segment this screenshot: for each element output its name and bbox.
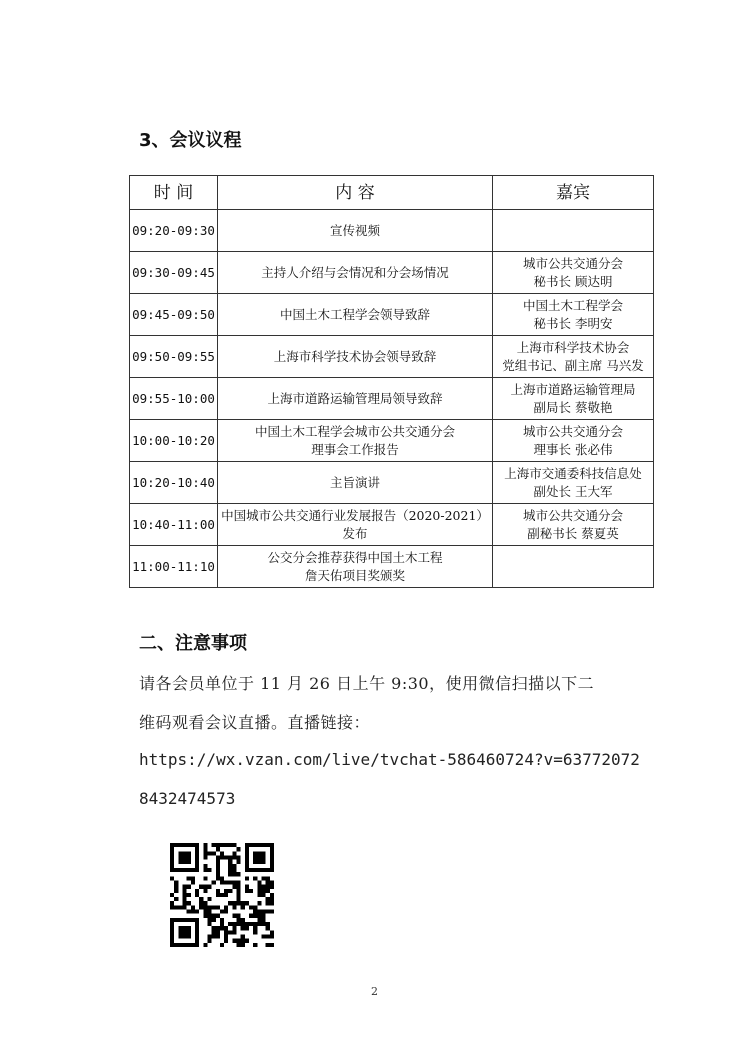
agenda-guest-line: 上海市交通委科技信息处 — [504, 465, 642, 481]
agenda-guest-line: 副处长 王大军 — [533, 483, 613, 499]
agenda-content — [218, 336, 493, 378]
agenda-time: 09:45-09:50 — [130, 294, 218, 336]
agenda-time: 09:20-09:30 — [130, 210, 218, 252]
agenda-content-line: 发布 — [342, 525, 368, 541]
agenda-guest — [493, 462, 654, 504]
agenda-guest-line: 理事长 张必伟 — [533, 441, 613, 457]
agenda-guest-line: 中国土木工程学会 — [522, 297, 623, 313]
live-link-line-1[interactable]: https://wx.vzan.com/live/tvchat-586460724?v=63772072 — [139, 750, 640, 769]
agenda-guest — [493, 336, 654, 378]
agenda-row — [130, 294, 654, 336]
agenda-guest — [493, 294, 654, 336]
qr-code-icon[interactable] — [170, 843, 274, 947]
section-title-agenda: 3、会议议程 — [139, 130, 242, 151]
section-title-notes: 二、注意事项 — [139, 633, 247, 654]
agenda-time: 09:50-09:55 — [130, 336, 218, 378]
agenda-table — [129, 175, 654, 588]
page-number: 2 — [371, 985, 378, 998]
agenda-content — [218, 462, 493, 504]
agenda-content-line: 詹天佑项目奖颁奖 — [304, 567, 405, 583]
agenda-guest-line: 秘书长 顾达明 — [533, 273, 613, 289]
agenda-guest-line: 党组书记、副主席 马兴发 — [502, 357, 644, 373]
agenda-content — [218, 420, 493, 462]
agenda-row — [130, 210, 654, 252]
agenda-guest — [493, 378, 654, 420]
agenda-guest — [493, 420, 654, 462]
agenda-content — [218, 546, 493, 588]
agenda-guest-line: 副秘书长 蔡夏英 — [527, 525, 619, 541]
agenda-content — [218, 294, 493, 336]
live-link-line-2[interactable]: 8432474573 — [139, 789, 236, 808]
agenda-row — [130, 336, 654, 378]
notes-line-1: 请各会员单位于 11 月 26 日上午 9:30，使用微信扫描以下二 — [139, 674, 595, 693]
agenda-time: 10:40-11:00 — [130, 504, 218, 546]
agenda-content-line: 上海市科学技术协会领导致辞 — [273, 348, 437, 364]
agenda-content-line: 中国土木工程学会城市公共交通分会 — [254, 423, 455, 439]
agenda-guest-line: 城市公共交通分会 — [522, 423, 623, 439]
agenda-guest-line: 城市公共交通分会 — [522, 255, 623, 271]
agenda-time: 11:00-11:10 — [130, 546, 218, 588]
agenda-time: 09:30-09:45 — [130, 252, 218, 294]
agenda-content-line: 公交分会推荐获得中国土木工程 — [267, 549, 443, 565]
agenda-guest — [493, 252, 654, 294]
agenda-guest — [493, 546, 654, 588]
agenda-content-line: 中国城市公共交通行业发展报告（2020-2021） — [221, 507, 489, 523]
agenda-time: 10:20-10:40 — [130, 462, 218, 504]
agenda-content — [218, 504, 493, 546]
agenda-row — [130, 462, 654, 504]
agenda-time: 09:55-10:00 — [130, 378, 218, 420]
header-content: 内 容 — [218, 176, 493, 210]
agenda-header-row — [130, 176, 654, 210]
agenda-guest-line: 上海市科学技术协会 — [516, 339, 630, 355]
header-time: 时 间 — [130, 176, 218, 210]
agenda-row — [130, 378, 654, 420]
agenda-guest-line: 秘书长 李明安 — [533, 315, 613, 331]
agenda-content-line: 主持人介绍与会情况和分会场情况 — [261, 264, 449, 280]
agenda-guest-line: 副局长 蔡敬艳 — [533, 399, 613, 415]
header-guest: 嘉宾 — [493, 176, 654, 210]
agenda-content-line: 理事会工作报告 — [311, 441, 399, 457]
agenda-content-line: 宣传视频 — [329, 222, 380, 238]
agenda-time: 10:00-10:20 — [130, 420, 218, 462]
agenda-row — [130, 504, 654, 546]
agenda-row — [130, 252, 654, 294]
agenda-content — [218, 378, 493, 420]
agenda-content — [218, 210, 493, 252]
agenda-guest-line: 城市公共交通分会 — [522, 507, 623, 523]
agenda-content-line: 上海市道路运输管理局领导致辞 — [267, 390, 443, 406]
agenda-guest — [493, 504, 654, 546]
agenda-row — [130, 546, 654, 588]
agenda-content-line: 主旨演讲 — [329, 474, 380, 490]
agenda-guest-line: 上海市道路运输管理局 — [510, 381, 636, 397]
agenda-content — [218, 252, 493, 294]
agenda-guest — [493, 210, 654, 252]
notes-line-2: 维码观看会议直播。直播链接： — [139, 713, 371, 732]
agenda-content-line: 中国土木工程学会领导致辞 — [279, 306, 430, 322]
agenda-row — [130, 420, 654, 462]
